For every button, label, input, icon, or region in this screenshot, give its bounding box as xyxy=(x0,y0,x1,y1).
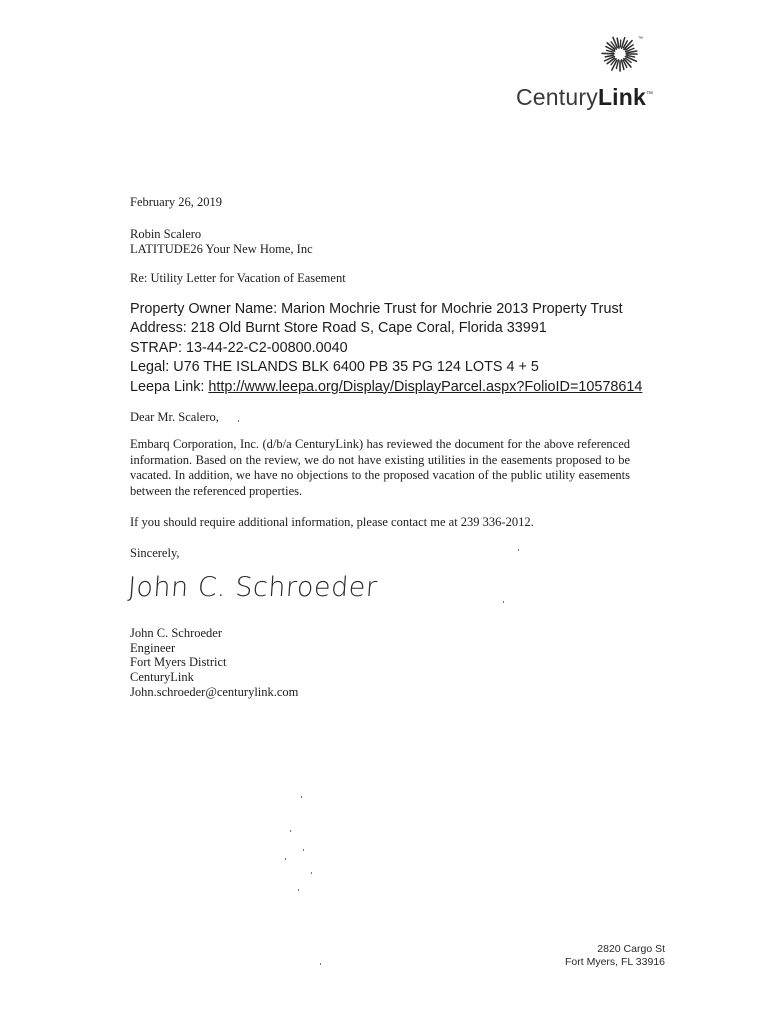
scan-speck xyxy=(320,963,321,965)
re-line: Re: Utility Letter for Vacation of Easement xyxy=(130,271,346,285)
leepa-link[interactable]: http://www.leepa.org/Display/DisplayParcel.aspx?FolioID=10578614 xyxy=(208,378,643,395)
starburst-ray xyxy=(605,55,613,57)
property-address: Address: 218 Old Burnt Store Road S, Cape Coral, Florida 33991 xyxy=(130,320,547,337)
leepa-label: Leepa Link: xyxy=(130,378,209,395)
scan-speck xyxy=(503,601,504,603)
centurylink-logo xyxy=(516,34,664,114)
logo-word-light: Century xyxy=(516,84,598,110)
salutation: Dear Mr. Scalero, xyxy=(130,410,219,424)
closing: Sincerely, xyxy=(130,546,180,560)
scan-speck xyxy=(290,830,291,832)
recipient-company: LATITUDE26 Your New Home, Inc xyxy=(130,242,313,256)
recipient-name: Robin Scalero xyxy=(130,227,202,241)
logo-wordmark xyxy=(516,84,653,111)
footer-address xyxy=(520,943,665,969)
sender-email: John.schroeder@centurylink.com xyxy=(130,684,299,699)
property-details xyxy=(130,300,642,397)
scan-speck xyxy=(298,889,299,891)
sender-name: John C. Schroeder xyxy=(130,626,222,640)
sender-company: CenturyLink xyxy=(130,670,194,685)
sender-title: Engineer xyxy=(130,640,176,655)
scan-speck xyxy=(238,420,239,422)
scan-speck xyxy=(311,872,312,874)
scan-speck xyxy=(518,549,519,551)
logo-tm-small: ™ xyxy=(638,36,643,42)
letter-date: February 26, 2019 xyxy=(130,195,222,209)
property-legal: Legal: U76 THE ISLANDS BLK 6400 PB 35 PG 124 LOTS 4 + 5 xyxy=(130,359,539,376)
footer-city: Fort Myers, FL 33916 xyxy=(565,956,665,968)
logo-word-bold: Link xyxy=(597,84,647,110)
body-paragraph: Embarq Corporation, Inc. (d/b/a CenturyLink) has reviewed the document for the above referenced information. Based on the review, we do not have existing utilities in the easements proposed to be vacated. In addition, we have no objections to the proposed vacation of the public utility easements between the referenced properties. xyxy=(130,437,630,498)
scan-speck xyxy=(303,849,304,851)
footer-street: 2820 Cargo St xyxy=(597,943,665,955)
scan-speck xyxy=(301,796,302,798)
scan-speck xyxy=(285,858,286,860)
property-owner: Property Owner Name: Marion Mochrie Trust for Mochrie 2013 Property Trust xyxy=(130,301,623,317)
sender-block xyxy=(130,626,298,700)
contact-line: If you should require additional information, please contact me at 239 336-2012. xyxy=(130,515,534,529)
sender-district: Fort Myers District xyxy=(130,655,227,670)
property-strap: STRAP: 13-44-22-C2-00800.0040 xyxy=(130,339,348,356)
logo-trademark: ™ xyxy=(646,91,654,98)
centurylink-starburst-icon xyxy=(600,34,640,74)
leepa-line xyxy=(130,378,642,397)
signature: John C. Schroeder xyxy=(126,572,379,603)
